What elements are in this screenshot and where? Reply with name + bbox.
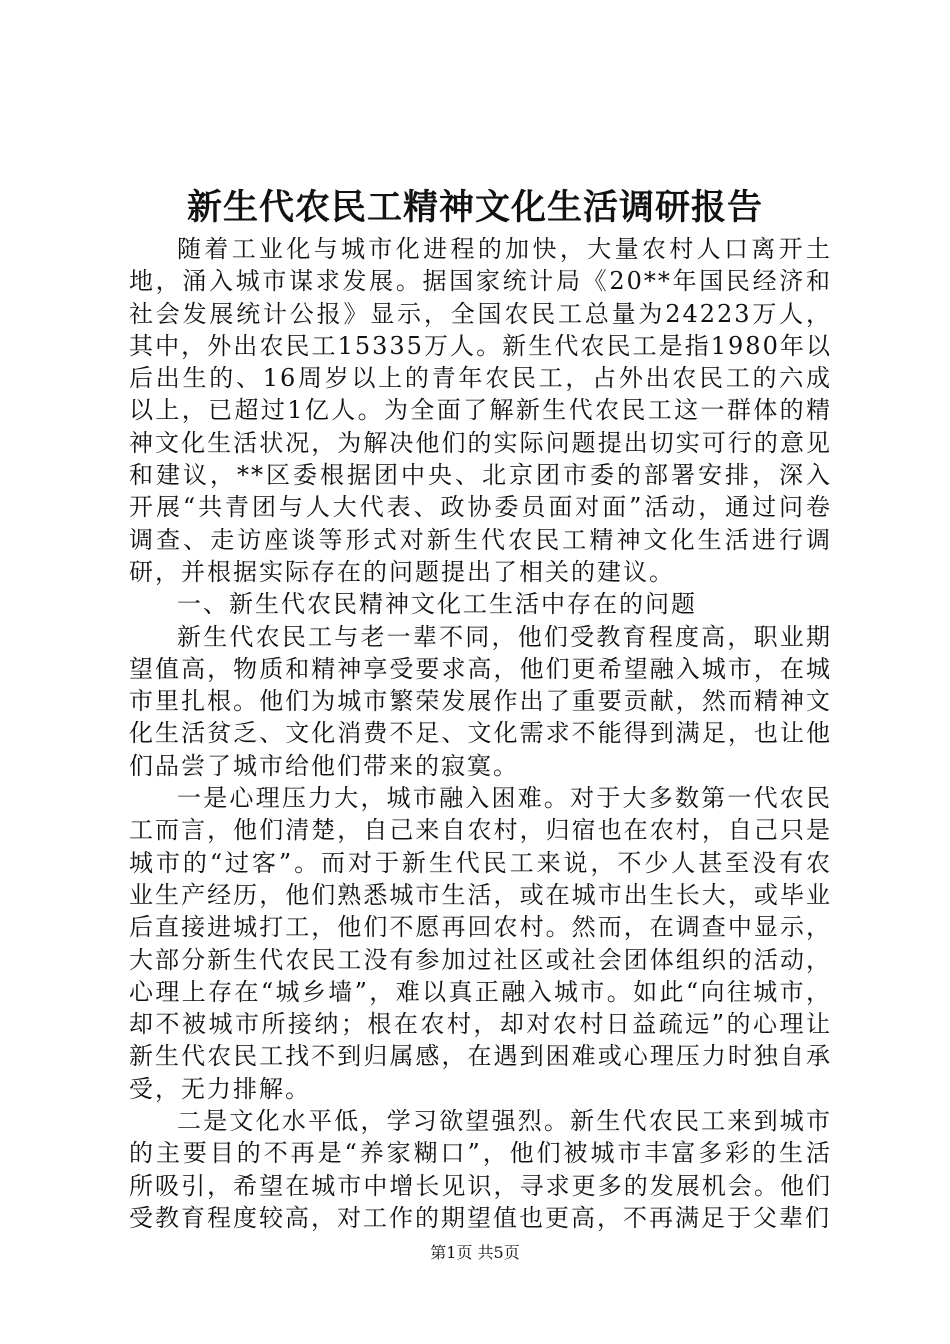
paragraph-overview: 新生代农民工与老一辈不同，他们受教育程度高，职业期望值高，物质和精神享受要求高，他们更希望融入城市，在城市里扎根。他们为城市繁荣发展作出了重要贡献，然而精神文化生活贫乏、文化消费不足、文化需求不能得到满足，也让他们品尝了城市给他们带来的寂寞。 [129, 622, 832, 780]
document-body [129, 233, 832, 1234]
page-number-footer: 第1页 共5页 [430, 1243, 520, 1262]
paragraph-point-one: 一是心理压力大，城市融入困难。对于大多数第一代农民工而言，他们清楚，自己来自农村，归宿也在农村，自己只是城市的“过客”。而对于新生代民工来说，不少人甚至没有农业生产经历，他们熟悉城市生活，或在城市出生长大，或毕业后直接进城打工，他们不愿再回农村。然而，在调查中显示，大部分新生代农民工没有参加过社区或社会团体组织的活动，心理上存在“城乡墙”，难以真正融入城市。如此“向往城市，却不被城市所接纳；根在农村，却对农村日益疏远”的心理让新生代农民工找不到归属感，在遇到困难或心理压力时独自承受，无力排解。 [129, 784, 832, 1103]
paragraph-point-two: 二是文化水平低，学习欲望强烈。新生代农民工来到城市的主要目的不再是“养家糊口”，他们被城市丰富多彩的生活所吸引，希望在城市中增长见识，寻求更多的发展机会。他们受教育程度较高，对工作的期望值也更高，不再满足于父辈们 [129, 1107, 832, 1232]
paragraph-intro: 随着工业化与城市化进程的加快，大量农村人口离开土地，涌入城市谋求发展。据国家统计局《20**年国民经济和社会发展统计公报》显示，全国农民工总量为24223万人，其中，外出农民工15335万人。新生代农民工是指1980年以后出生的、16周岁以上的青年农民工，占外出农民工的六成以上，已超过1亿人。为全面了解新生代农民工这一群体的精神文化生活状况，为解决他们的实际问题提出切实可行的意见和建议，**区委根据团中央、北京团市委的部署安排，深入开展“共青团与人大代表、政协委员面对面”活动，通过问卷调查、走访座谈等形式对新生代农民工精神文化生活进行调研，并根据实际存在的问题提出了相关的建议。 [129, 235, 832, 586]
document-title: 新生代农民工精神文化生活调研报告 [186, 187, 763, 228]
section-heading: 一、新生代农民精神文化工生活中存在的问题 [177, 590, 697, 619]
